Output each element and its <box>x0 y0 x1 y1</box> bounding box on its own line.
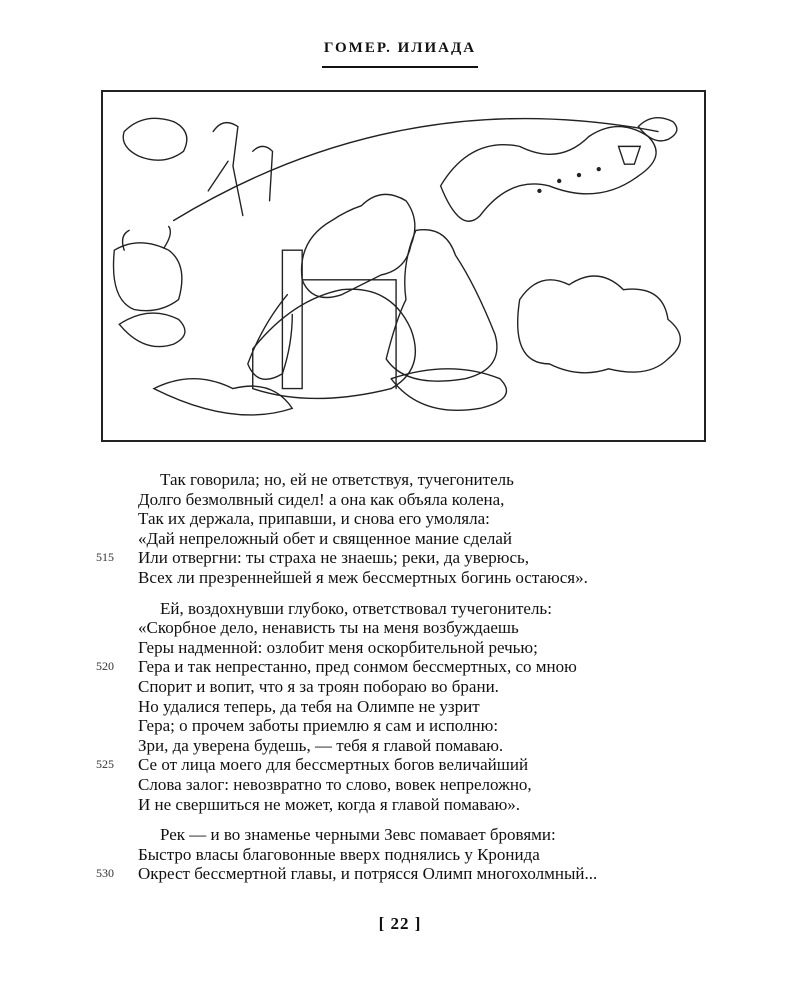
verse-line <box>138 638 738 658</box>
thetis-figure <box>386 230 497 381</box>
verse-line <box>96 548 738 568</box>
verse-text: Так их держала, припавши, и снова его умоляла: <box>138 509 490 529</box>
verse-text: «Скорбное дело, ненависть ты на меня возбуждаешь <box>138 618 519 638</box>
verse-text: Быстро власы благовонные вверх поднялись у Кронида <box>138 844 540 864</box>
clouds <box>154 276 680 415</box>
verse-line <box>138 677 738 697</box>
verse-line <box>138 599 738 619</box>
verse-line <box>96 864 738 884</box>
illustration <box>101 90 706 442</box>
running-header: ГОМЕР. ИЛИАДА <box>323 40 477 56</box>
stanza-gap <box>138 814 738 825</box>
verse-text: Гера и так непрестанно, пред сонмом бессмертных, со мною <box>138 657 577 677</box>
zeus-throne <box>282 250 396 388</box>
line-number: 520 <box>96 659 114 674</box>
line-number: 530 <box>96 866 114 881</box>
verse-line <box>138 490 738 510</box>
verse-text: Так говорила; но, ей не ответствуя, тучегонитель <box>160 470 514 489</box>
verse-text: И не свершиться не может, когда я главой помаваю». <box>138 794 521 814</box>
verse-line <box>138 509 738 529</box>
verse-line <box>138 618 738 638</box>
stanza-1 <box>96 470 738 588</box>
verse-text: Гера; о прочем заботы приемлю я сам и исполню: <box>138 716 499 736</box>
stanza-gap <box>138 588 738 599</box>
bull-constellation <box>114 226 182 310</box>
verse-text: Или отвергни: ты страха не знаешь; реки, да уверюсь, <box>138 548 530 568</box>
verse-line <box>138 697 738 717</box>
verse-text: Се от лица моего для бессмертных богов величайший <box>138 755 529 775</box>
zeus-robe <box>253 289 416 398</box>
verse-text: Всех ли презреннейшей я меж бессмертных богинь остаюся». <box>138 567 588 587</box>
zeus-figure <box>302 194 415 297</box>
lion-constellation <box>123 118 187 160</box>
verse-line <box>138 845 738 865</box>
thetis-drapery <box>391 369 506 411</box>
verse-line <box>138 736 738 756</box>
line-number: 515 <box>96 550 114 565</box>
verse-text: Зри, да уверена будешь, — тебя я главой помаваю. <box>138 735 504 755</box>
cup-constellation <box>619 146 641 164</box>
verse-text: «Дай непреложный обет и священное мание сделай <box>138 528 512 548</box>
zodiac-arc <box>174 119 658 221</box>
stanza-2 <box>96 598 738 815</box>
verse-text: Но удалися теперь, да тебя на Олимпе не узрит <box>138 696 480 716</box>
twins-constellation <box>208 123 272 216</box>
verse-text: Ей, воздохнувши глубоко, ответствовал тучегонитель: <box>160 598 552 618</box>
verse-line <box>138 716 738 736</box>
verse-text: Окрест бессмертной главы, и потрясся Олимп многохолмный... <box>138 864 598 884</box>
header-rule <box>322 66 478 68</box>
verse-line <box>138 529 738 549</box>
verse-line <box>138 775 738 795</box>
verse-line <box>138 568 738 588</box>
verse-line <box>96 755 738 775</box>
line-engraving <box>103 92 704 440</box>
serpent-constellation <box>441 127 657 222</box>
verse-text: Рек — и во знаменье черными Зевс помавает бровями: <box>160 825 556 845</box>
verse-text: Слова залог: невозвратно то слово, вовек непреложно, <box>138 774 532 794</box>
verse-text: Долго безмолвный сидел! а она как объяла колена, <box>138 489 505 509</box>
page-number: [ 22 ] <box>378 914 422 933</box>
ram-constellation <box>119 313 185 347</box>
verse-line <box>138 470 738 490</box>
verse-block <box>96 470 738 884</box>
verse-line <box>138 825 738 845</box>
verse-text: Спорит и вопит, что я за троян побораю во брани. <box>138 676 499 696</box>
stanza-3 <box>96 825 738 884</box>
verse-text: Геры надменной: озлобит меня оскорбительной речью; <box>138 637 538 657</box>
verse-line <box>138 795 738 815</box>
eagle <box>248 295 292 380</box>
verse-line <box>96 657 738 677</box>
line-number: 525 <box>96 757 114 772</box>
